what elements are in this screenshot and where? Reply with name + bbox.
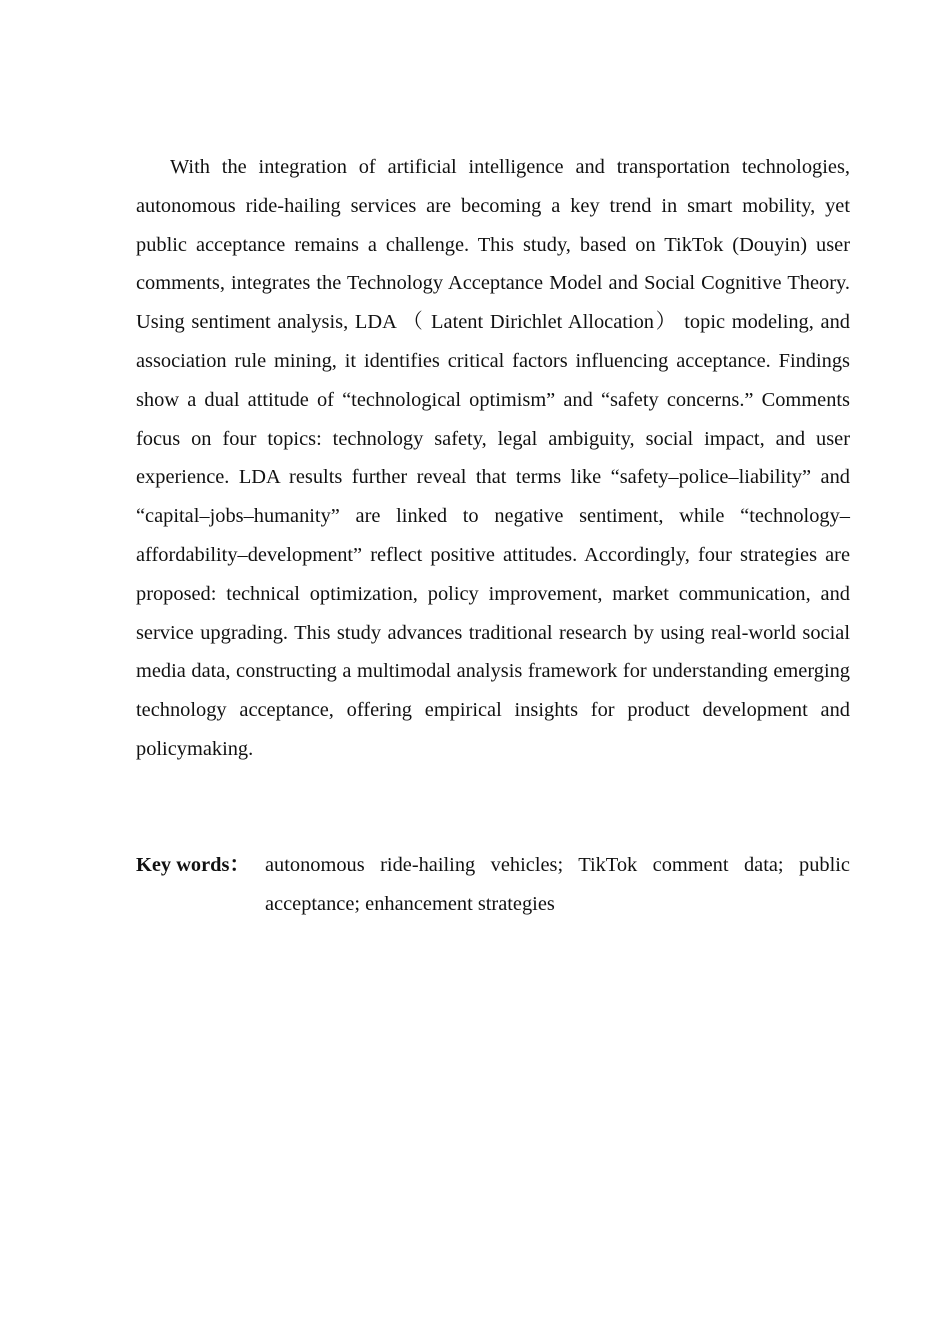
keywords-label: Key words： (136, 854, 250, 876)
keywords-text: autonomous ride-hailing vehicles; TikTok comment data; public acceptance; enhancement strategies (265, 854, 850, 915)
keywords-section (136, 846, 850, 924)
abstract-paragraph: With the integration of artificial intelligence and transportation technologies, autonomous ride-hailing services are becoming a key trend in smart mobility, yet public acceptance remains a challenge. This study, based on TikTok (Douyin) user comments, integrates the Technology Acceptance Model and Social Cognitive Theory. Using sentiment analysis, LDA （ Latent Dirichlet Allocation） topic modeling, and association rule mining, it identifies critical factors influencing acceptance. Findings show a dual attitude of “technological optimism” and “safety concerns.” Comments focus on four topics: technology safety, legal ambiguity, social impact, and user experience. LDA results further reveal that terms like “safety–police–liability” and “capital–jobs–humanity” are linked to negative sentiment, while “technology–affordability–development” reflect positive attitudes. Accordingly, four strategies are proposed: technical optimization, policy improvement, market communication, and service upgrading. This study advances traditional research by using real-world social media data, constructing a multimodal analysis framework for understanding emerging technology acceptance, offering empirical insights for product development and policymaking. (136, 156, 850, 760)
